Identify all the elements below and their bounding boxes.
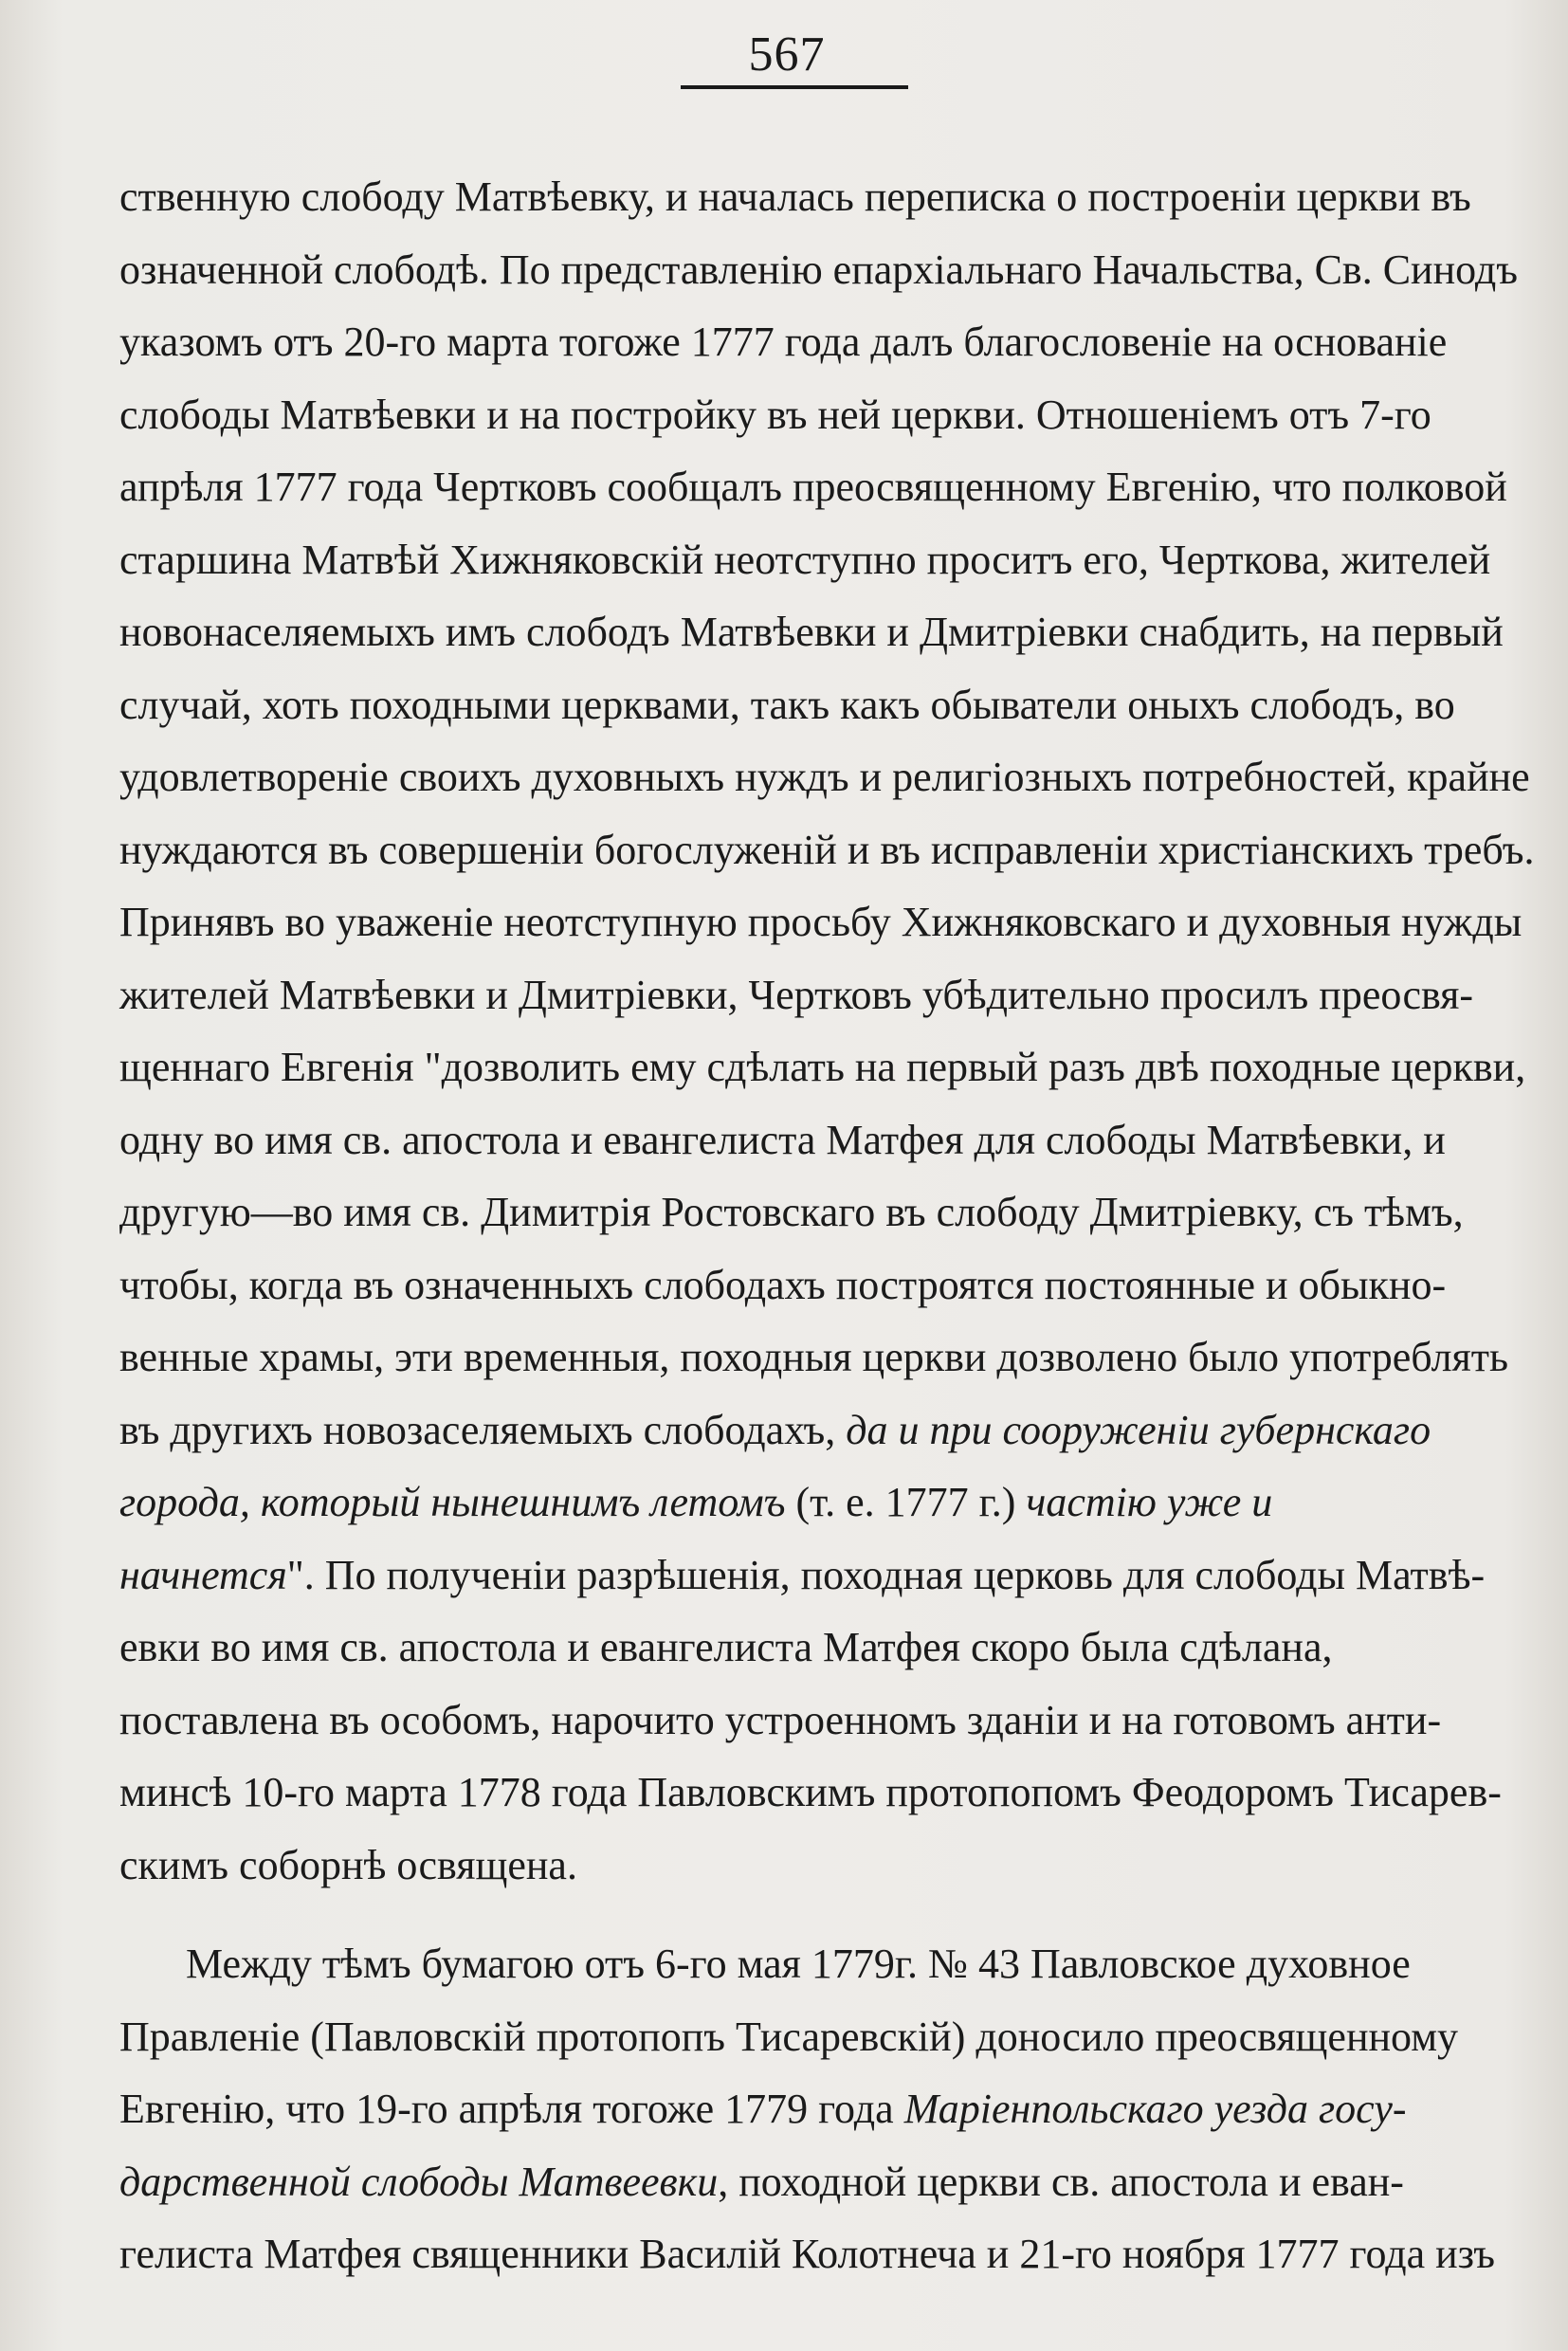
body-text	[119, 161, 1535, 2291]
text-line	[119, 2001, 1485, 2074]
text-line	[119, 1757, 1502, 1830]
text-segment: въ другихъ новозаселяемыхъ слободахъ,	[119, 1406, 847, 1453]
text-line	[119, 524, 1491, 597]
text-line	[119, 379, 1485, 452]
text-line	[119, 1928, 1485, 2001]
text-segment: новонаселяемыхъ имъ слободъ Матвѣевки и Дмитріевки снабдить, на первый	[119, 609, 1504, 655]
text-segment: Принявъ во уваженіе неотступную просьбу Хижняковскаго и духовныя нужды	[119, 899, 1522, 945]
text-line	[119, 1394, 1485, 1467]
text-line	[119, 306, 1485, 379]
text-segment: чтобы, когда въ означенныхъ слободахъ построятся постоянные и обыкно-	[119, 1261, 1447, 1308]
page-number: 567	[748, 27, 826, 82]
text-line	[119, 959, 1485, 1032]
text-line	[119, 1612, 1485, 1685]
italic-text-segment: да и при сооруженіи губернскаго	[846, 1406, 1431, 1453]
text-segment: удовлетвореніе своихъ духовныхъ нуждъ и религіозныхъ потребностей, крайне	[119, 754, 1530, 800]
text-line	[119, 886, 1522, 959]
text-line	[119, 669, 1485, 742]
text-segment: ственную слободу Матвѣевку, и началась переписка о построеніи церкви въ	[119, 173, 1471, 220]
italic-text-segment: начнется	[119, 1551, 287, 1598]
text-line	[119, 596, 1504, 669]
text-line	[119, 1685, 1485, 1758]
text-segment: слободы Матвѣевки и на постройку въ ней церкви. Отношеніемъ отъ 7-го	[119, 391, 1431, 438]
text-segment: старшина Матвѣй Хижняковскій неотступно проситъ его, Черткова, жителей	[119, 536, 1491, 583]
text-line	[119, 2146, 1485, 2219]
text-segment: апрѣля 1777 года Чертковъ сообщалъ преосвященному Евгенію, что полковой	[119, 464, 1507, 510]
text-segment: означенной слободѣ. По представленію епархіальнаго Начальства, Св. Синодъ	[119, 246, 1519, 293]
text-segment: , походной церкви св. апостола и еван-	[718, 2158, 1404, 2205]
text-segment: (т. е. 1777 г.)	[785, 1479, 1027, 1525]
text-line	[119, 161, 1485, 234]
text-line	[119, 1830, 1485, 1903]
text-segment: минсѣ 10-го марта 1778 года Павловскимъ протопопомъ Феодоромъ Тисарев-	[119, 1769, 1502, 1815]
text-segment: венные храмы, эти временныя, походныя церкви дозволено было употреблять	[119, 1334, 1509, 1380]
text-line	[119, 814, 1535, 887]
text-line	[119, 1321, 1509, 1394]
text-line	[119, 1249, 1485, 1322]
header-rule	[681, 85, 908, 89]
italic-text-segment: города, который нынешнимъ летомъ	[119, 1479, 786, 1525]
text-segment: жителей Матвѣевки и Дмитріевки, Чертковъ убѣдительно просилъ преосвя-	[119, 971, 1474, 1018]
text-segment: щеннаго Евгенія "дозволить ему сдѣлать на первый разъ двѣ походные церкви,	[119, 1044, 1526, 1090]
text-line	[119, 1031, 1526, 1104]
text-line	[119, 234, 1519, 307]
text-segment: указомъ отъ 20-го марта тогоже 1777 года далъ благословеніе на основаніе	[119, 319, 1448, 365]
text-segment: гелиста Матфея священники Василій Колотнеча и 21-го ноября 1777 года изъ	[119, 2231, 1496, 2277]
text-line	[119, 1176, 1485, 1249]
text-segment: нуждаются въ совершеніи богослуженій и въ исправленіи христіанскихъ требъ.	[119, 826, 1535, 873]
text-segment: другую—во имя св. Димитрія Ростовскаго въ слободу Дмитріевку, съ тѣмъ,	[119, 1189, 1464, 1235]
text-line	[119, 451, 1507, 524]
text-segment: одну во имя св. апостола и евангелиста Матфея для слободы Матвѣевки, и	[119, 1116, 1446, 1163]
text-line	[119, 1540, 1485, 1613]
text-segment: ". По полученіи разрѣшенія, походная церковь для слободы Матвѣ-	[286, 1551, 1486, 1598]
text-line	[119, 2218, 1496, 2291]
italic-text-segment: частію уже и	[1026, 1479, 1273, 1525]
text-segment: случай, хоть походными церквами, такъ какъ обыватели оныхъ слободъ, во	[119, 681, 1455, 728]
text-line	[119, 1104, 1485, 1177]
text-line	[119, 741, 1530, 814]
italic-text-segment: дарственной слободы Матвеевки	[119, 2158, 719, 2205]
italic-text-segment: Маріенпольскаго уезда госу-	[903, 2086, 1407, 2132]
text-line	[119, 1467, 1485, 1540]
text-segment: евки во имя св. апостола и евангелиста Матфея скоро была сдѣлана,	[119, 1624, 1333, 1670]
text-segment: Правленіе (Павловскій протопопъ Тисаревскій) доносило преосвященному	[119, 2013, 1459, 2060]
text-segment: Между тѣмъ бумагою отъ 6-го мая 1779г. № 43 Павловское духовное	[186, 1941, 1411, 1987]
text-line	[119, 2073, 1485, 2146]
text-segment: скимъ соборнѣ освящена.	[119, 1841, 577, 1888]
text-segment: Евгенію, что 19-го апрѣля тогоже 1779 года	[119, 2086, 904, 2132]
text-segment: поставлена въ особомъ, нарочито устроенномъ зданіи и на готовомъ анти-	[119, 1696, 1442, 1743]
